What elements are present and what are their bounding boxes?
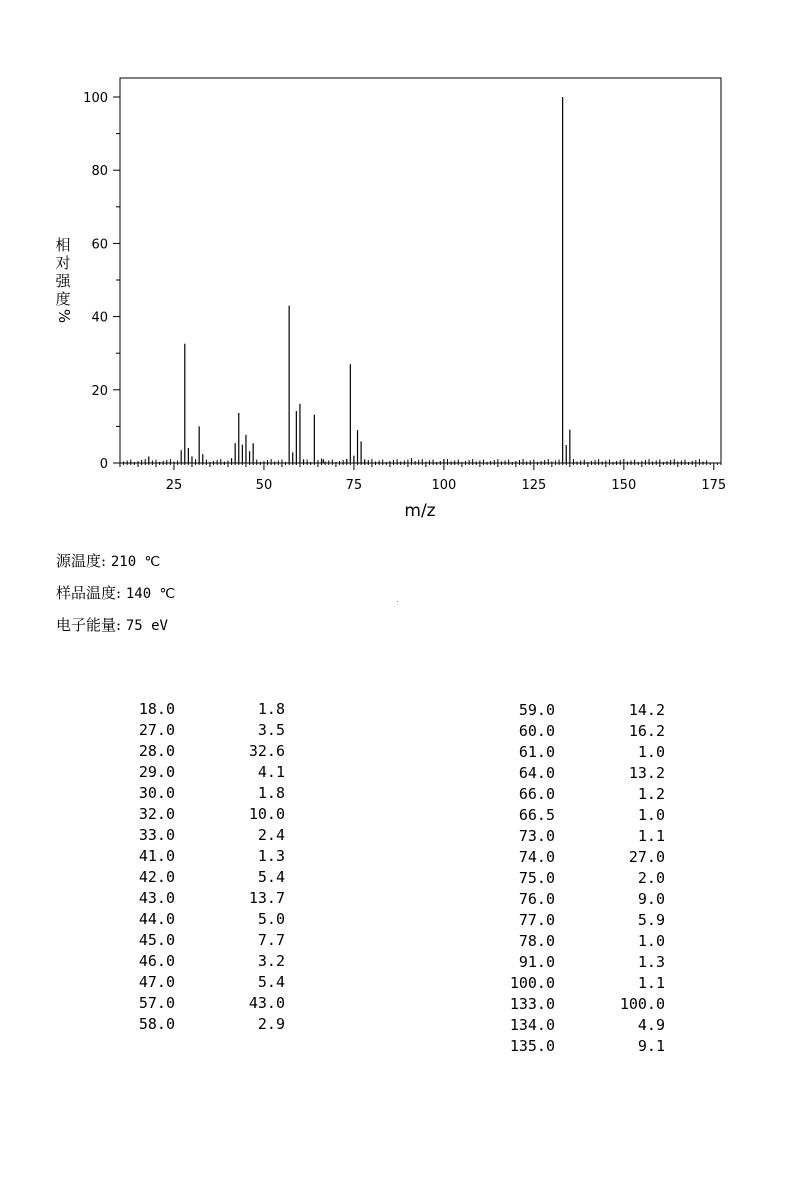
intensity-value: 7.7: [257, 931, 285, 949]
mz-value: 135.0: [509, 1037, 555, 1055]
intensity-value: 13.2: [628, 764, 665, 782]
x-tick-label: 100: [431, 478, 457, 493]
table-row: [125, 993, 285, 1014]
mz-value: 29.0: [138, 763, 175, 781]
table-row: [505, 763, 665, 784]
y-axis-label-char: 强: [55, 272, 71, 290]
intensity-value: 1.1: [637, 974, 665, 992]
table-row: [505, 721, 665, 742]
table-row: [505, 931, 665, 952]
x-axis-label: m/z: [404, 501, 436, 521]
table-row: [505, 700, 665, 721]
table-row: [125, 699, 285, 720]
mz-value: 58.0: [138, 1015, 175, 1033]
x-minor-ticks: [120, 463, 721, 467]
table-row: [125, 720, 285, 741]
mz-value: 57.0: [138, 994, 175, 1012]
y-tick-label: 80: [91, 164, 108, 180]
mz-value: 75.0: [518, 869, 555, 887]
table-row: [505, 847, 665, 868]
baseline-noise: [124, 459, 707, 463]
intensity-value: 14.2: [628, 701, 665, 719]
mz-value: 47.0: [138, 973, 175, 991]
mz-value: 33.0: [138, 826, 175, 844]
intensity-value: 5.9: [637, 911, 665, 929]
y-tick-label: 100: [83, 91, 108, 106]
table-row: [505, 742, 665, 763]
mz-value: 44.0: [138, 910, 175, 928]
mz-value: 66.5: [518, 806, 555, 824]
y-axis-label-char: 度: [55, 290, 71, 308]
intensity-value: 3.2: [257, 952, 285, 970]
table-row: [505, 952, 665, 973]
intensity-value: 27.0: [628, 848, 665, 866]
x-tick-label: 25: [165, 478, 183, 493]
table-row: [505, 889, 665, 910]
intensity-value: 13.7: [248, 889, 285, 907]
mz-value: 78.0: [518, 932, 555, 950]
intensity-value: 2.0: [637, 869, 665, 887]
peak-table-right: [505, 700, 665, 1057]
x-tick-label: 50: [255, 478, 273, 493]
intensity-value: 1.0: [637, 806, 665, 824]
table-row: [505, 994, 665, 1015]
mz-value: 61.0: [518, 743, 555, 761]
intensity-value: 43.0: [248, 994, 285, 1012]
mz-value: 91.0: [518, 953, 555, 971]
mz-value: 32.0: [138, 805, 175, 823]
mz-value: 18.0: [138, 700, 175, 718]
table-row: [505, 826, 665, 847]
mz-value: 42.0: [138, 868, 175, 886]
intensity-value: 1.0: [637, 743, 665, 761]
table-row: [505, 805, 665, 826]
x-tick-label: 150: [611, 478, 637, 493]
mass-spectrum-chart: [0, 0, 794, 540]
table-row: [125, 909, 285, 930]
x-tick-label: 125: [521, 478, 547, 493]
intensity-value: 5.4: [257, 868, 285, 886]
sample-temperature-value: 140 ℃: [125, 586, 176, 602]
spectrum-peaks: [149, 97, 570, 463]
y-tick-label: 20: [91, 383, 108, 399]
table-row: [125, 846, 285, 867]
intensity-value: 1.0: [637, 932, 665, 950]
mz-value: 66.0: [518, 785, 555, 803]
intensity-value: 2.4: [257, 826, 285, 844]
mz-value: 28.0: [138, 742, 175, 760]
table-row: [125, 741, 285, 762]
electron-energy-label: 电子能量:: [56, 616, 122, 634]
table-row: [505, 910, 665, 931]
table-row: [125, 951, 285, 972]
intensity-value: 32.6: [248, 742, 285, 760]
source-temperature-label: 源温度:: [56, 552, 107, 570]
mz-value: 30.0: [138, 784, 175, 802]
mz-value: 43.0: [138, 889, 175, 907]
sample-temperature-label: 样品温度:: [56, 584, 122, 602]
intensity-value: 1.2: [637, 785, 665, 803]
y-axis-label-char: 相: [55, 236, 71, 254]
mz-value: 45.0: [138, 931, 175, 949]
x-axis-ticks: [166, 463, 727, 493]
table-row: [125, 804, 285, 825]
mz-value: 60.0: [518, 722, 555, 740]
stray-dot: [397, 601, 398, 602]
table-row: [125, 930, 285, 951]
mz-value: 46.0: [138, 952, 175, 970]
y-axis-ticks: [83, 91, 120, 472]
intensity-value: 1.8: [257, 784, 285, 802]
intensity-value: 5.4: [257, 973, 285, 991]
intensity-value: 5.0: [257, 910, 285, 928]
table-row: [505, 973, 665, 994]
mz-value: 134.0: [509, 1016, 555, 1034]
intensity-value: 4.9: [637, 1016, 665, 1034]
source-temperature: [56, 550, 160, 571]
table-row: [125, 888, 285, 909]
table-row: [125, 825, 285, 846]
y-tick-label: 40: [91, 310, 108, 326]
intensity-value: 1.1: [637, 827, 665, 845]
y-axis-label: [55, 236, 73, 323]
plot-frame: [120, 78, 721, 463]
intensity-value: 1.8: [257, 700, 285, 718]
intensity-value: 9.1: [637, 1037, 665, 1055]
mz-value: 74.0: [518, 848, 555, 866]
mz-value: 41.0: [138, 847, 175, 865]
table-row: [505, 1015, 665, 1036]
mz-value: 73.0: [518, 827, 555, 845]
mz-value: 59.0: [518, 701, 555, 719]
mz-value: 133.0: [509, 995, 555, 1013]
mz-value: 76.0: [518, 890, 555, 908]
intensity-value: 1.3: [257, 847, 285, 865]
electron-energy: [56, 614, 168, 635]
y-axis-label-char: 对: [55, 254, 71, 272]
y-tick-label: 60: [91, 237, 108, 253]
sample-temperature: [56, 582, 175, 603]
mz-value: 27.0: [138, 721, 175, 739]
table-row: [505, 1036, 665, 1057]
table-row: [125, 867, 285, 888]
table-row: [505, 784, 665, 805]
table-row: [125, 783, 285, 804]
mz-value: 64.0: [518, 764, 555, 782]
table-row: [125, 972, 285, 993]
y-tick-label: 0: [99, 457, 108, 472]
x-tick-label: 75: [345, 478, 363, 493]
source-temperature-value: 210 ℃: [110, 554, 161, 570]
x-tick-label: 175: [701, 478, 727, 493]
table-row: [505, 868, 665, 889]
intensity-value: 16.2: [628, 722, 665, 740]
intensity-value: 100.0: [619, 995, 665, 1013]
electron-energy-value: 75 eV: [125, 618, 168, 634]
peak-table-left: [125, 699, 285, 1035]
mz-value: 100.0: [509, 974, 555, 992]
intensity-value: 10.0: [248, 805, 285, 823]
table-row: [125, 1014, 285, 1035]
mz-value: 77.0: [518, 911, 555, 929]
intensity-value: 2.9: [257, 1015, 285, 1033]
intensity-value: 1.3: [637, 953, 665, 971]
intensity-value: 4.1: [257, 763, 285, 781]
table-row: [125, 762, 285, 783]
intensity-value: 3.5: [257, 721, 285, 739]
intensity-value: 9.0: [637, 890, 665, 908]
y-axis-label-char: %: [55, 308, 73, 324]
